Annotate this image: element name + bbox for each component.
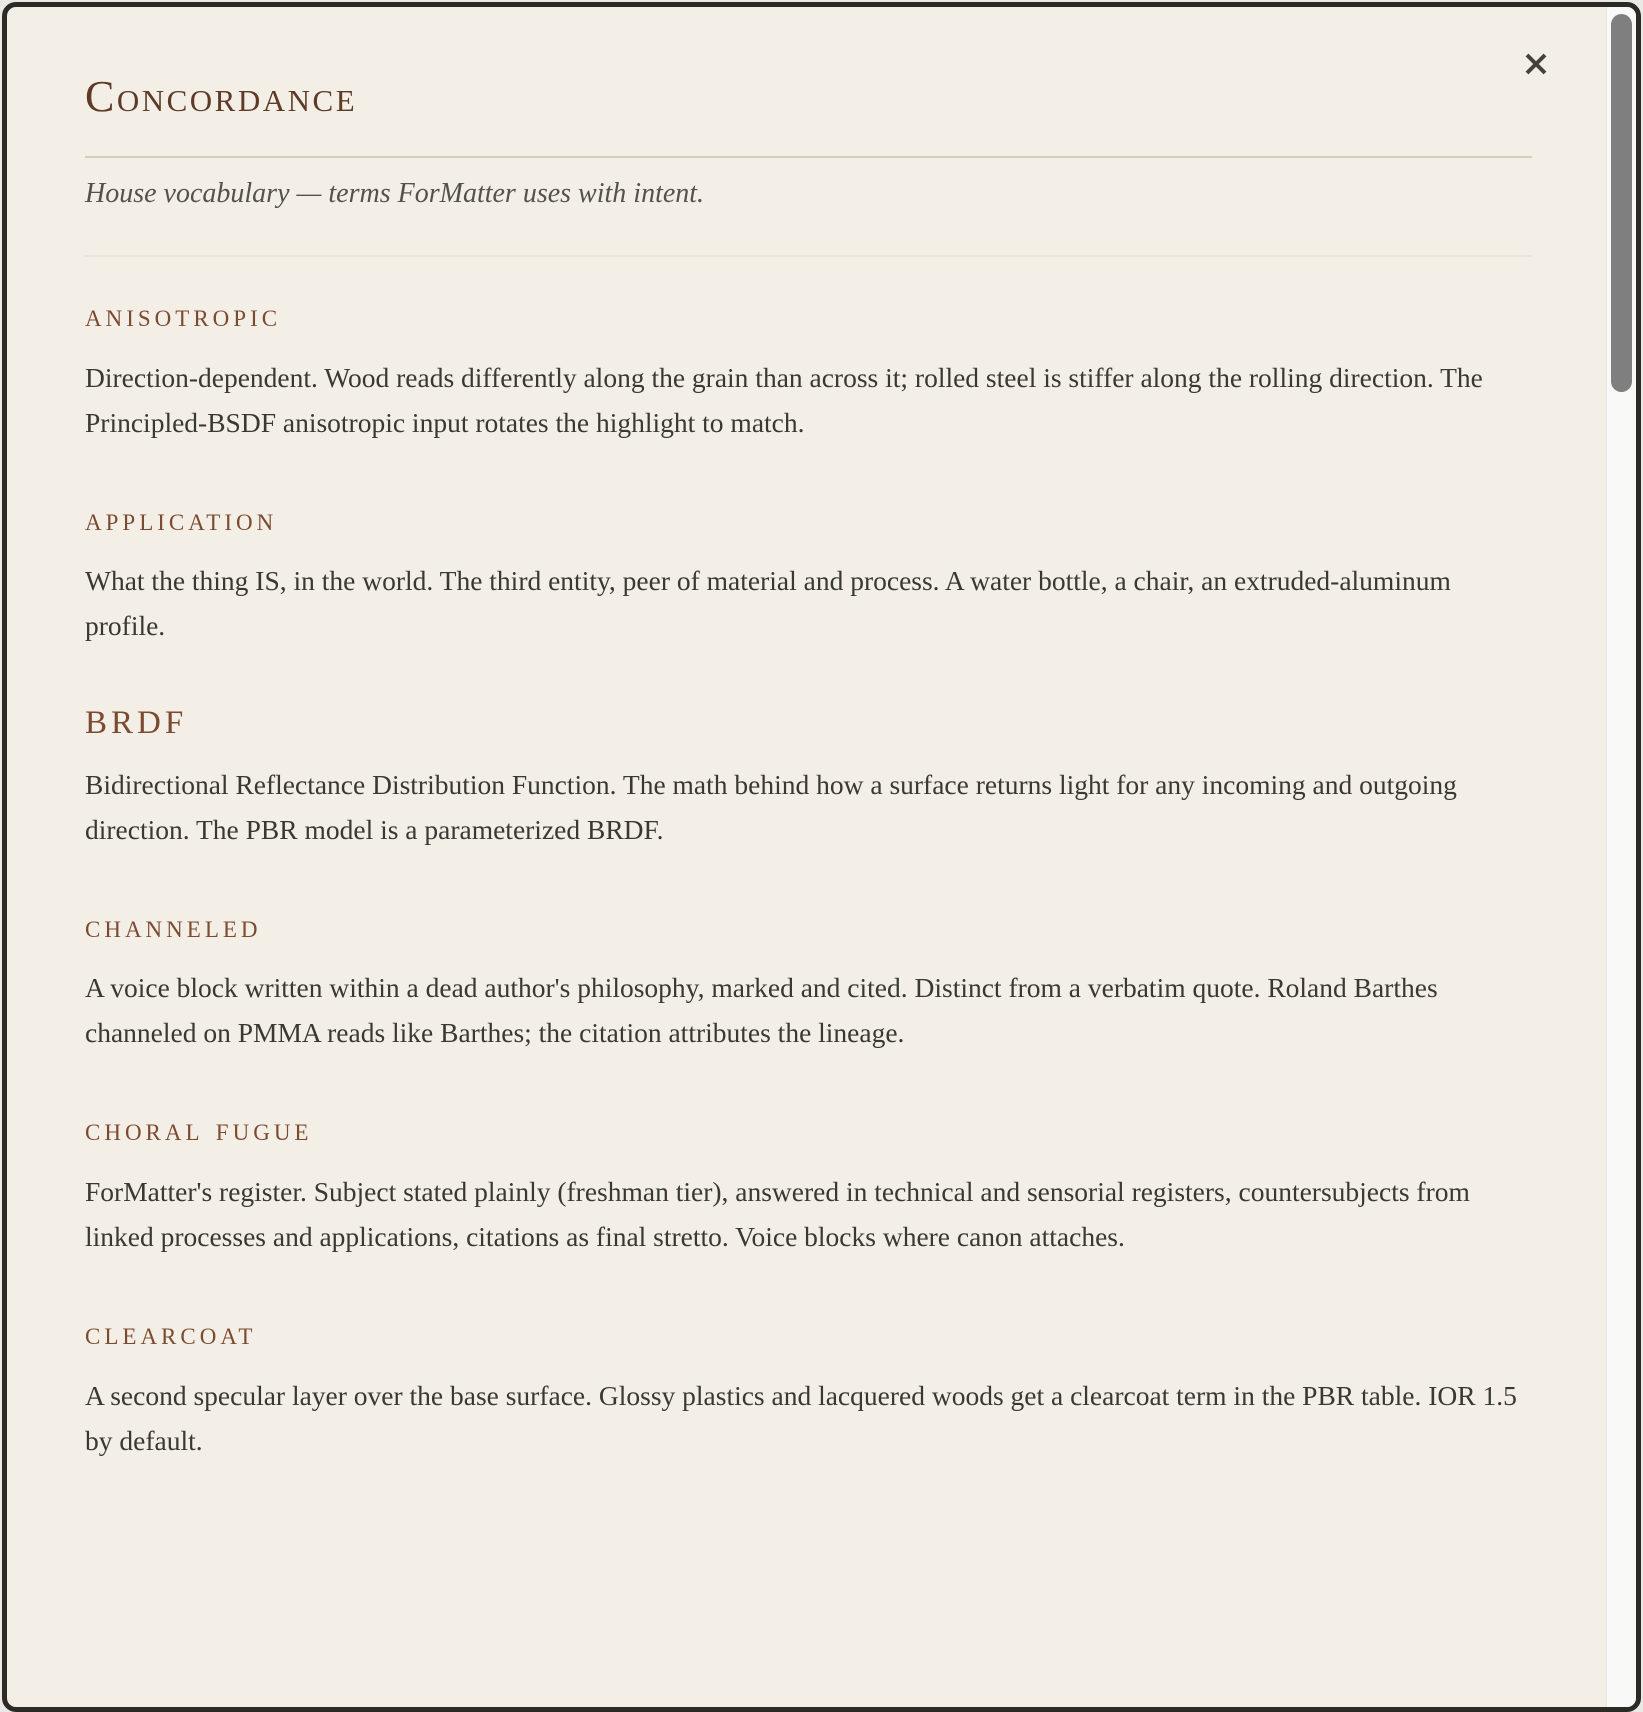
page-title: Concordance: [85, 72, 358, 121]
glossary-definition: Bidirectional Reflectance Distribution Function. The math behind how a surface returns light for any incoming and outgoing direction. The PBR model is a parameterized BRDF.: [85, 768, 1457, 845]
glossary-term: BRDF: [85, 705, 188, 742]
glossary-list: [85, 297, 1532, 1463]
close-button[interactable]: [1514, 43, 1558, 87]
glossary-term: choral fugue: [85, 1112, 313, 1149]
title-divider: [85, 156, 1532, 158]
glossary-entry: [85, 908, 1532, 1056]
glossary-entry: [85, 1111, 1532, 1259]
glossary-definition: A voice block written within a dead author's philosophy, marked and cited. Distinct from a verbatim quote. Roland Barthes channeled on PMMA reads like Barthes; the citation attributes the lineage.: [85, 972, 1438, 1049]
glossary-entry: [85, 1315, 1532, 1463]
subtitle-divider: [85, 255, 1532, 257]
modal-content: [7, 7, 1636, 1523]
glossary-term: channeled: [85, 908, 262, 945]
glossary-definition: A second specular layer over the base surface. Glossy plastics and lacquered woods get a clearcoat term in the PBR table. IOR 1.5 by default.: [85, 1379, 1517, 1456]
glossary-definition: ForMatter's register. Subject stated plainly (freshman tier), answered in technical and sensorial registers, countersubjects from linked processes and applications, citations as final stretto. Voice blocks where canon attaches.: [85, 1175, 1470, 1252]
scrollbar-track[interactable]: [1606, 7, 1636, 1707]
concordance-modal: [2, 2, 1641, 1712]
scrollbar-thumb[interactable]: [1611, 14, 1632, 392]
glossary-term: anisotropic: [85, 297, 282, 334]
glossary-term: clearcoat: [85, 1315, 257, 1352]
glossary-definition: What the thing IS, in the world. The third entity, peer of material and process. A water bottle, a chair, an extruded-aluminum profile.: [85, 565, 1451, 642]
glossary-term: application: [85, 501, 278, 538]
glossary-entry: [85, 297, 1532, 445]
glossary-entry: [85, 704, 1532, 852]
subtitle: House vocabulary — terms ForMatter uses with intent.: [85, 177, 705, 209]
close-icon: [1521, 49, 1551, 82]
glossary-entry: [85, 501, 1532, 649]
glossary-definition: Direction-dependent. Wood reads differently along the grain than across it; rolled steel is stiffer along the rolling direction. The Principled-BSDF anisotropic input rotates the highlight to match.: [85, 361, 1483, 438]
